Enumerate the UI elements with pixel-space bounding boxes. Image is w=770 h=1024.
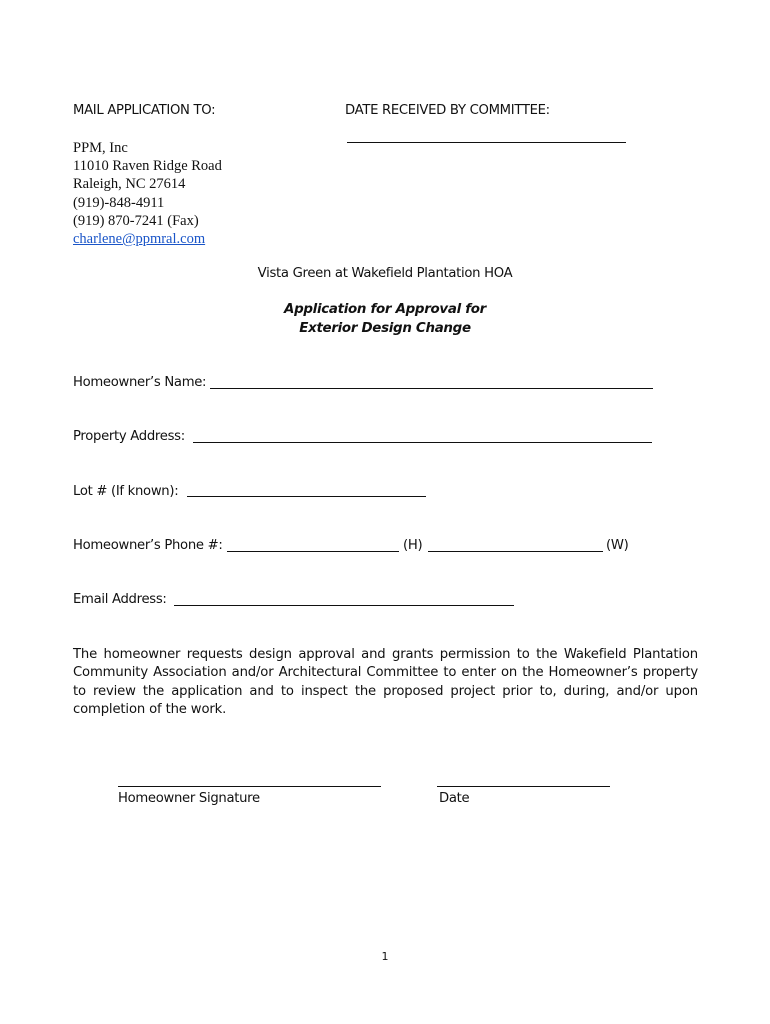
date-label: Date [439, 791, 470, 806]
date-line[interactable] [437, 786, 610, 787]
page-number: 1 [381, 950, 389, 963]
association-name: Vista Green at Wakefield Plantation HOA [257, 266, 513, 281]
signature-line[interactable] [118, 786, 381, 787]
company-name: PPM, Inc [73, 140, 128, 156]
work-phone-suffix: (W) [606, 538, 629, 553]
home-phone-suffix: (H) [403, 538, 423, 553]
home-phone-line[interactable] [227, 551, 399, 552]
property-address-label: Property Address: [73, 429, 185, 444]
email-address-label: Email Address: [73, 592, 167, 607]
phone-number: (919)-848-4911 [73, 194, 165, 211]
email-link[interactable]: charlene@ppmral.com [73, 231, 206, 248]
mail-application-label: MAIL APPLICATION TO: [73, 103, 216, 118]
homeowner-phone-label: Homeowner’s Phone #: [73, 538, 223, 553]
homeowner-name-label: Homeowner’s Name: [73, 375, 207, 390]
mailing-address [73, 139, 222, 248]
work-phone-line[interactable] [428, 551, 603, 552]
date-received-label: DATE RECEIVED BY COMMITTEE: [345, 103, 550, 118]
form-title-line2: Exterior Design Change [299, 321, 471, 336]
fax-number: (919) 870-7241 (Fax) [73, 212, 199, 229]
consent-paragraph: The homeowner requests design approval and grants permission to the Wakefield Plantation Community Association and/or Architectural Committee to enter on the Homeowner’s property to review the application and to inspect the proposed project prior to, during, and/or upon completion of the work. [73, 647, 698, 717]
street-address: 11010 Raven Ridge Road [73, 158, 222, 175]
lot-number-line[interactable] [187, 496, 426, 497]
lot-number-label: Lot # (If known): [73, 484, 179, 499]
homeowner-signature-label: Homeowner Signature [118, 791, 260, 806]
property-address-line[interactable] [193, 442, 652, 443]
homeowner-name-line[interactable] [210, 388, 653, 389]
date-received-line[interactable] [347, 142, 626, 143]
form-title-line1: Application for Approval for [284, 302, 486, 317]
email-address-line[interactable] [174, 605, 514, 606]
city-state-zip: Raleigh, NC 27614 [73, 176, 186, 193]
